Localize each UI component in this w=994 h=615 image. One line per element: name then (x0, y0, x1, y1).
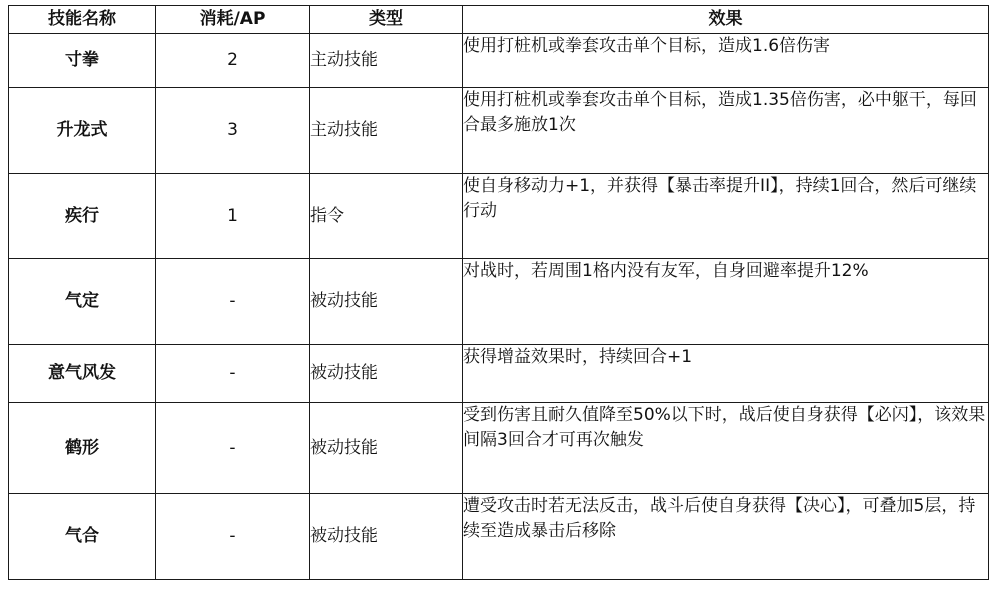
table-row (9, 88, 989, 174)
header-effect: 效果 (463, 6, 989, 34)
skills-sheet (8, 5, 988, 609)
skill-effect-cell: 对战时，若周围1格内没有友军，自身回避率提升12% (463, 259, 989, 345)
skill-cost-cell: 1 (156, 174, 310, 259)
table-row (9, 494, 989, 580)
table-row (9, 34, 989, 88)
skill-name-cell: 气定 (9, 259, 156, 345)
skill-cost-cell: - (156, 403, 310, 494)
skill-type-cell: 被动技能 (310, 403, 463, 494)
table-row (9, 345, 989, 403)
skill-name-cell: 气合 (9, 494, 156, 580)
skill-type-cell: 被动技能 (310, 259, 463, 345)
header-cost: 消耗/AP (156, 6, 310, 34)
skill-cost-cell: - (156, 259, 310, 345)
header-row (9, 6, 989, 34)
skill-cost-cell: - (156, 494, 310, 580)
skill-type-cell: 指令 (310, 174, 463, 259)
skill-effect-cell: 获得增益效果时，持续回合+1 (463, 345, 989, 403)
skill-cost-cell: 3 (156, 88, 310, 174)
skill-type-cell: 被动技能 (310, 345, 463, 403)
header-skill-name: 技能名称 (9, 6, 156, 34)
skill-effect-cell: 使自身移动力+1，并获得【暴击率提升II】，持续1回合，然后可继续行动 (463, 174, 989, 259)
skills-table (8, 5, 989, 580)
skill-type-cell: 主动技能 (310, 88, 463, 174)
skill-name-cell: 升龙式 (9, 88, 156, 174)
skill-effect-cell: 使用打桩机或拳套攻击单个目标，造成1.35倍伤害，必中躯干，每回合最多施放1次 (463, 88, 989, 174)
skill-effect-cell: 受到伤害且耐久值降至50%以下时，战后使自身获得【必闪】，该效果间隔3回合才可再次触发 (463, 403, 989, 494)
skill-cost-cell: 2 (156, 34, 310, 88)
skill-name-cell: 疾行 (9, 174, 156, 259)
skill-type-cell: 被动技能 (310, 494, 463, 580)
table-row (9, 259, 989, 345)
skill-type-cell: 主动技能 (310, 34, 463, 88)
skill-name-cell: 寸拳 (9, 34, 156, 88)
skill-name-cell: 鹤形 (9, 403, 156, 494)
table-row (9, 403, 989, 494)
header-type: 类型 (310, 6, 463, 34)
skill-effect-cell: 遭受攻击时若无法反击，战斗后使自身获得【决心】，可叠加5层，持续至造成暴击后移除 (463, 494, 989, 580)
skill-cost-cell: - (156, 345, 310, 403)
skill-name-cell: 意气风发 (9, 345, 156, 403)
skill-effect-cell: 使用打桩机或拳套攻击单个目标，造成1.6倍伤害 (463, 34, 989, 88)
table-row (9, 174, 989, 259)
